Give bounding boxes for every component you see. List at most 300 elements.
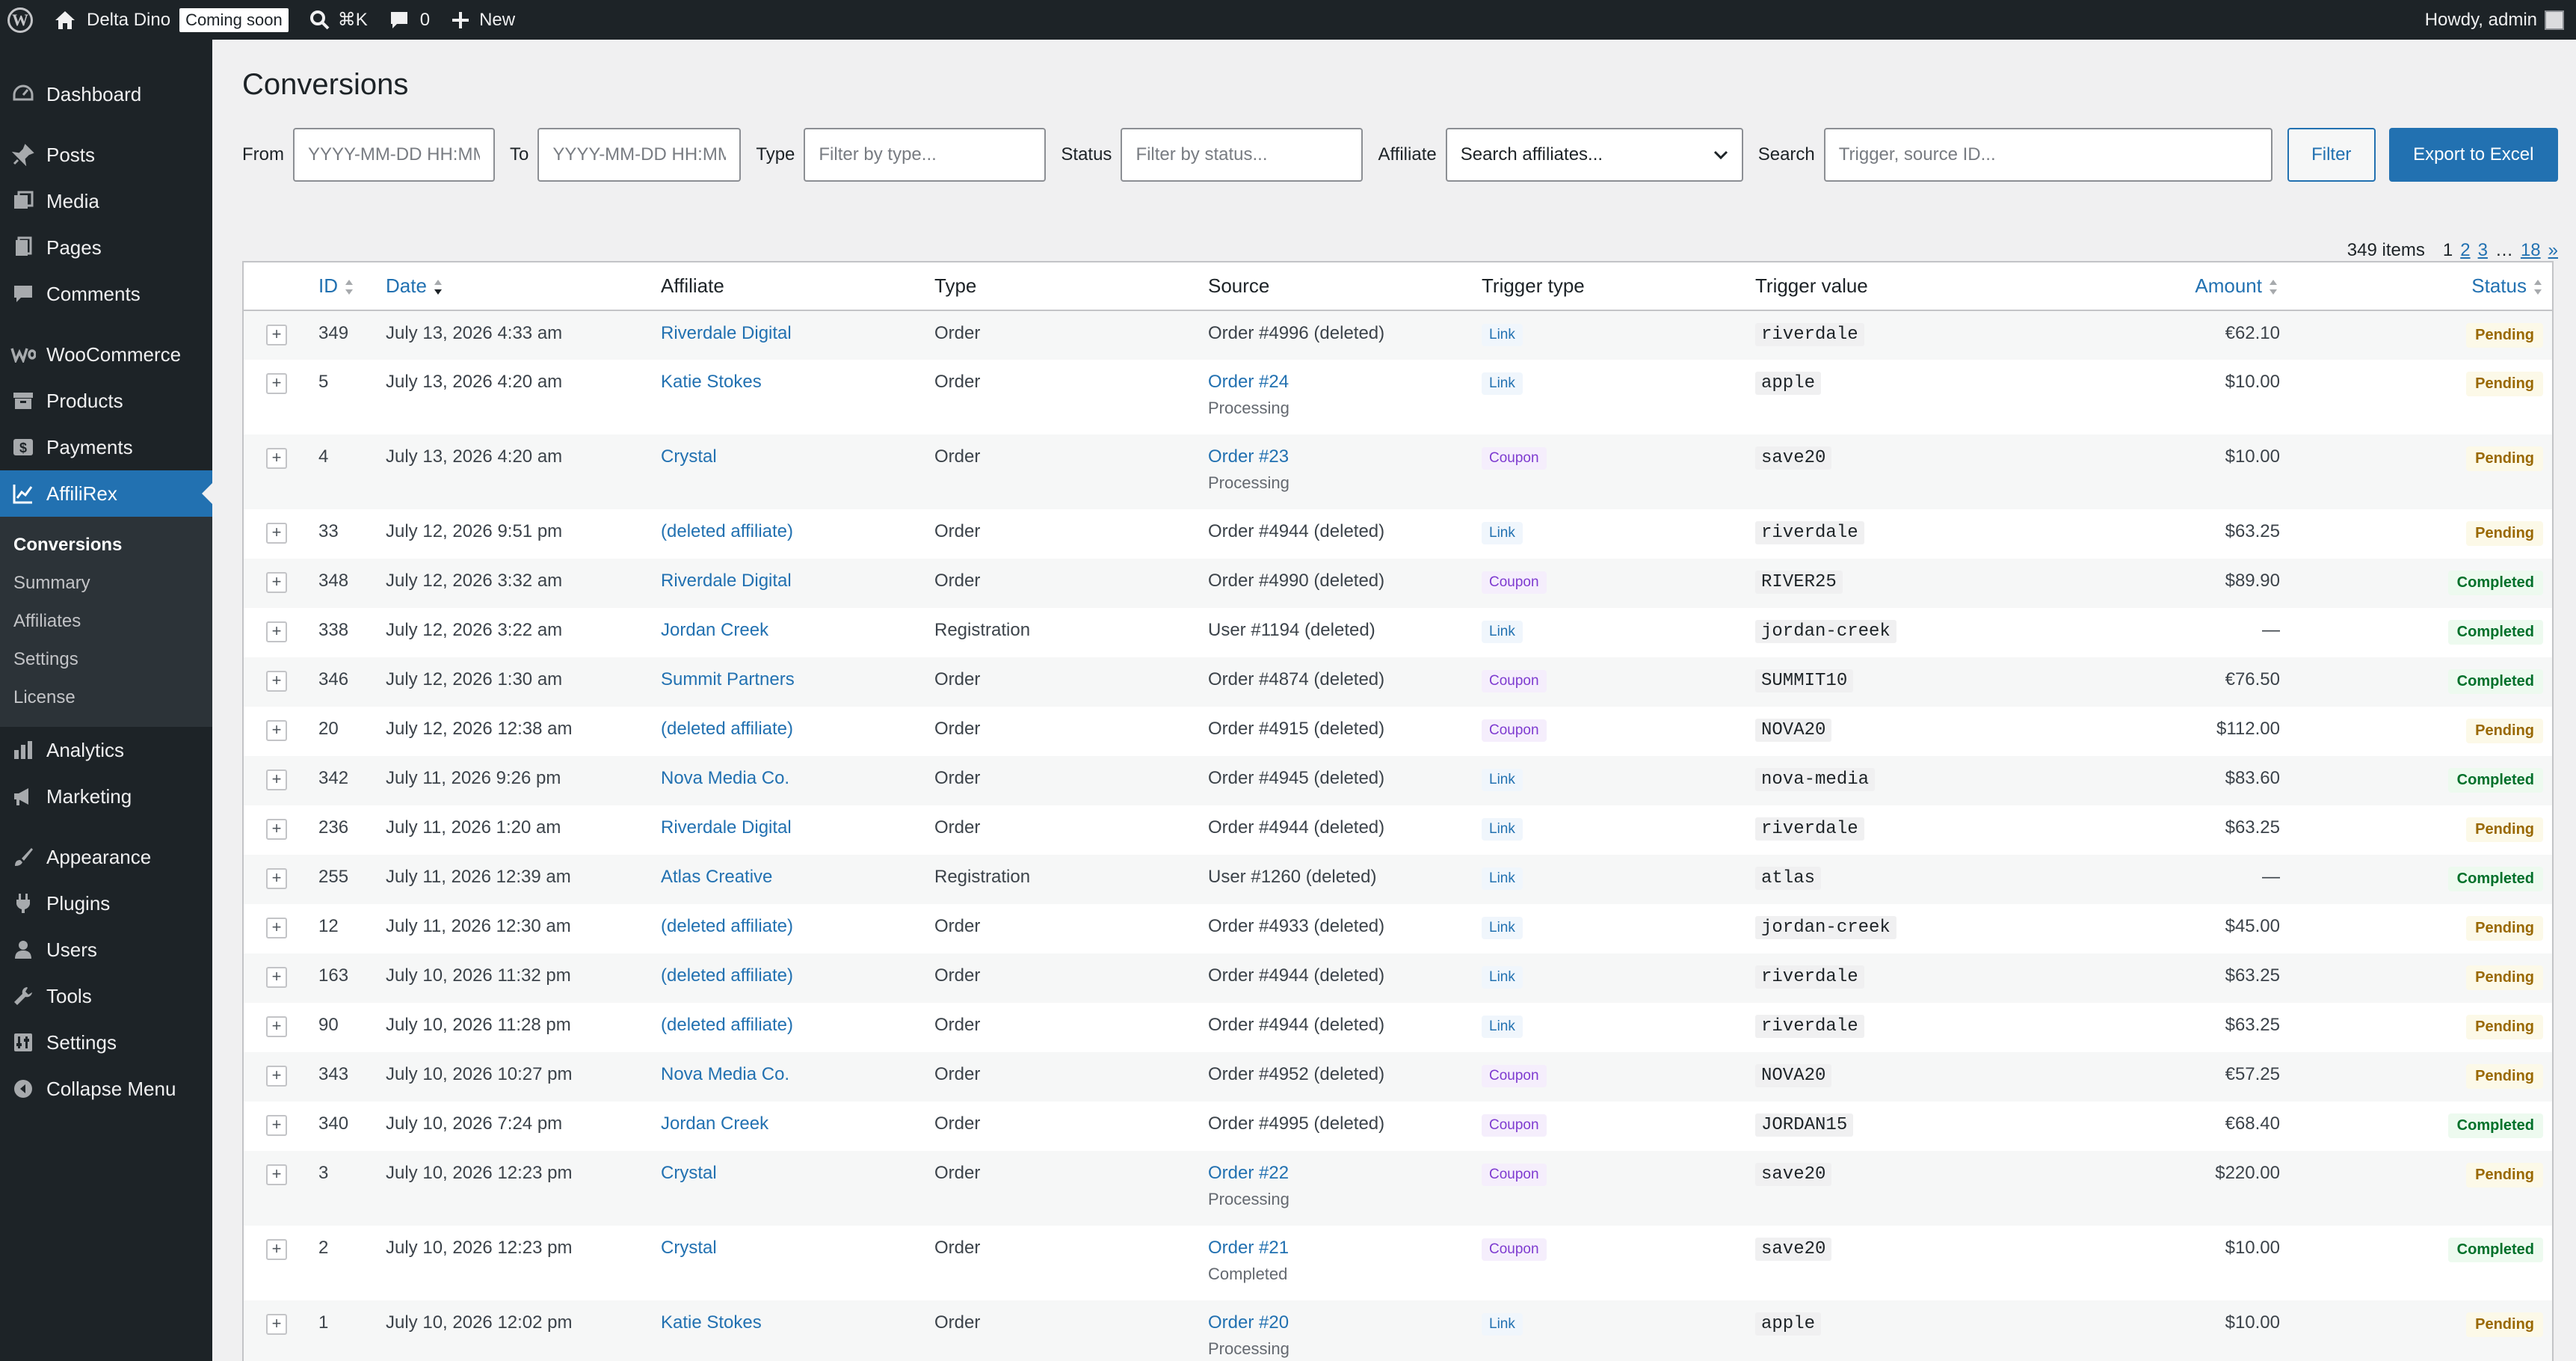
comments-menu[interactable]	[378, 0, 440, 40]
trigger-type-badge: Link	[1482, 522, 1523, 544]
table-body	[244, 310, 2552, 1361]
cell-amount: $220.00	[2215, 1163, 2280, 1183]
affiliate-link[interactable]: Crystal	[661, 1238, 717, 1258]
menu-label: AffiliRex	[46, 482, 117, 505]
cell-type: Registration	[934, 620, 1031, 640]
menu-affilirex[interactable]	[0, 470, 212, 517]
cell-type: Order	[934, 323, 981, 343]
cell-id: 4	[318, 446, 329, 467]
cell-source	[1201, 1300, 1474, 1361]
trigger-type-badge: Coupon	[1482, 1065, 1547, 1087]
menu-appearance[interactable]	[0, 834, 212, 880]
cell-type: Order	[934, 817, 981, 838]
expand-cell	[244, 559, 311, 608]
admin-bar	[0, 0, 2576, 40]
cell-trigger-type	[1474, 805, 1748, 855]
expand-row-button[interactable]: +	[266, 572, 287, 593]
trigger-type-badge: Link	[1482, 1016, 1523, 1038]
cell-trigger-value	[1748, 310, 2032, 360]
export-excel-button[interactable]: Export to Excel	[2389, 128, 2558, 182]
cell-source	[1201, 559, 1474, 608]
settings-icon	[10, 1030, 36, 1055]
expand-cell	[244, 360, 311, 434]
menu-pages[interactable]	[0, 224, 212, 271]
cell-trigger-value	[1748, 360, 2032, 434]
cell-amount: —	[2262, 620, 2280, 640]
affiliate-link[interactable]: Crystal	[661, 1163, 717, 1183]
media-icon	[10, 188, 36, 214]
col-trigger-type: Trigger type	[1474, 262, 1748, 310]
page-link-last[interactable]: 18	[2520, 240, 2541, 260]
command-palette-button[interactable]	[299, 0, 378, 40]
affiliate-link[interactable]: (deleted affiliate)	[661, 719, 793, 739]
status-label: Status	[1061, 144, 1112, 165]
affiliate-link[interactable]: Nova Media Co.	[661, 768, 790, 788]
cell-trigger-type	[1474, 509, 1748, 559]
expand-row-button[interactable]: +	[266, 621, 287, 642]
trigger-value-code: save20	[1755, 1238, 1831, 1261]
menu-label: Pages	[46, 236, 102, 259]
my-account-menu[interactable]	[2425, 10, 2576, 31]
trigger-value-code: nova-media	[1755, 768, 1875, 791]
expand-cell	[244, 707, 311, 756]
cell-date: July 12, 2026 3:22 am	[386, 620, 563, 640]
cell-id: 1	[318, 1312, 329, 1333]
expand-cell	[244, 805, 311, 855]
expand-row-button[interactable]: +	[266, 819, 287, 840]
expand-cell	[244, 855, 311, 904]
menu-woocommerce[interactable]	[0, 331, 212, 378]
cell-source	[1201, 360, 1474, 434]
cell-date: July 10, 2026 7:24 pm	[386, 1113, 563, 1134]
status-badge: Pending	[2466, 719, 2543, 743]
cell-source	[1201, 1151, 1474, 1226]
expand-row-button[interactable]: +	[266, 1016, 287, 1037]
expand-cell	[244, 1151, 311, 1226]
expand-row-button[interactable]: +	[266, 720, 287, 741]
col-date[interactable]	[378, 262, 653, 310]
comment-icon	[389, 10, 410, 31]
table-row	[244, 1226, 2552, 1300]
cell-amount: $63.25	[2225, 1015, 2280, 1035]
menu-collapse[interactable]	[0, 1066, 212, 1112]
cell-trigger-type	[1474, 904, 1748, 953]
expand-row-button[interactable]: +	[266, 868, 287, 889]
cell-id: 2	[318, 1238, 329, 1258]
cell-date: July 11, 2026 12:30 am	[386, 916, 571, 936]
col-amount[interactable]	[2032, 262, 2301, 310]
cell-date: July 10, 2026 10:27 pm	[386, 1064, 573, 1084]
cell-source	[1201, 953, 1474, 1003]
menu-label: Posts	[46, 143, 96, 166]
cell-trigger-type	[1474, 1151, 1748, 1226]
type-filter-input[interactable]	[804, 128, 1046, 182]
source-text: Order #4944 (deleted)	[1208, 1015, 1385, 1035]
affiliate-link[interactable]: Jordan Creek	[661, 1113, 769, 1134]
expand-row-button[interactable]: +	[266, 967, 287, 988]
expand-cell	[244, 953, 311, 1003]
search-label: Search	[1757, 144, 1815, 165]
trigger-type-badge: Link	[1482, 372, 1523, 395]
status-badge: Pending	[2466, 1015, 2543, 1039]
plus-icon	[451, 10, 470, 30]
cell-trigger-type	[1474, 1102, 1748, 1151]
expand-row-button[interactable]: +	[266, 325, 287, 345]
cell-status	[2301, 1300, 2552, 1361]
cell-status	[2301, 608, 2552, 657]
cell-type: Order	[934, 521, 981, 541]
cell-trigger-type	[1474, 1300, 1748, 1361]
expand-cell	[244, 1300, 311, 1361]
table-row	[244, 310, 2552, 360]
pagination	[2347, 240, 2558, 261]
menu-plugins[interactable]	[0, 880, 212, 927]
source-status: Processing	[1208, 399, 1289, 417]
table-row	[244, 1102, 2552, 1151]
cell-type: Registration	[934, 867, 1031, 887]
affiliate-select[interactable]	[1446, 128, 1743, 182]
wrench-icon	[10, 983, 36, 1009]
cell-date: July 10, 2026 12:02 pm	[386, 1312, 573, 1333]
cell-amount: $83.60	[2225, 768, 2280, 788]
affiliate-link[interactable]: (deleted affiliate)	[661, 1015, 793, 1035]
cell-id: 236	[318, 817, 349, 838]
affiliate-link[interactable]: Riverdale Digital	[661, 571, 792, 591]
status-filter-input[interactable]	[1121, 128, 1363, 182]
cell-amount: $112.00	[2216, 719, 2280, 739]
affiliate-link[interactable]: Katie Stokes	[661, 372, 762, 392]
cell-id: 349	[318, 323, 349, 343]
col-amount-label: Amount	[2195, 274, 2262, 297]
submenu-conversions[interactable]: Conversions	[13, 534, 123, 555]
cell-trigger-type	[1474, 707, 1748, 756]
cell-source	[1201, 904, 1474, 953]
cell-date: July 13, 2026 4:20 am	[386, 446, 563, 467]
cell-type: Order	[934, 768, 981, 788]
cell-status	[2301, 1226, 2552, 1300]
expand-row-button[interactable]: +	[266, 1066, 287, 1087]
source-text: Order #4944 (deleted)	[1208, 817, 1385, 838]
submenu-affiliates[interactable]: Affiliates	[13, 610, 81, 631]
affilirex-submenu	[0, 517, 212, 727]
col-status[interactable]	[2301, 262, 2552, 310]
cell-id: 340	[318, 1113, 349, 1134]
source-text: Order #4915 (deleted)	[1208, 719, 1385, 739]
cell-amount: $10.00	[2225, 446, 2280, 467]
cell-trigger-type	[1474, 855, 1748, 904]
col-status-label: Status	[2471, 274, 2527, 297]
cell-id: 255	[318, 867, 349, 887]
trigger-type-badge: Link	[1482, 917, 1523, 939]
cell-trigger-type	[1474, 1003, 1748, 1052]
menu-marketing[interactable]	[0, 773, 212, 820]
cell-trigger-value	[1748, 756, 2032, 805]
new-content-menu[interactable]	[440, 0, 526, 40]
cell-type: Order	[934, 669, 981, 689]
page-current: 1	[2442, 240, 2453, 260]
from-date-input[interactable]	[293, 128, 495, 182]
submenu-summary[interactable]: Summary	[13, 572, 90, 593]
expand-cell	[244, 756, 311, 805]
pages-icon	[10, 235, 36, 260]
cell-id: 3	[318, 1163, 329, 1183]
cell-id: 343	[318, 1064, 349, 1084]
cell-source	[1201, 1102, 1474, 1151]
expand-row-button[interactable]: +	[266, 373, 287, 394]
site-name-menu[interactable]	[43, 0, 299, 40]
search-input[interactable]	[1824, 128, 2273, 182]
submenu-license[interactable]: License	[13, 686, 76, 707]
cell-status	[2301, 559, 2552, 608]
menu-label: WooCommerce	[46, 342, 182, 366]
source-status: Completed	[1208, 1265, 1288, 1283]
affiliate-link[interactable]: Atlas Creative	[661, 867, 773, 887]
cell-type: Order	[934, 372, 981, 392]
menu-label: Comments	[46, 282, 141, 305]
table-row	[244, 1052, 2552, 1102]
source-status: Processing	[1208, 1339, 1289, 1358]
megaphone-icon	[10, 784, 36, 809]
home-icon	[54, 10, 76, 31]
expand-cell	[244, 1226, 311, 1300]
col-id[interactable]	[311, 262, 378, 310]
menu-products[interactable]	[0, 378, 212, 424]
cell-amount: $10.00	[2225, 1238, 2280, 1258]
chevron-down-icon	[1713, 150, 1728, 160]
affiliate-link[interactable]: Crystal	[661, 446, 717, 467]
svg-text:$: $	[19, 440, 28, 455]
cell-source	[1201, 1226, 1474, 1300]
cell-id: 33	[318, 521, 339, 541]
source-text: User #1194 (deleted)	[1208, 620, 1375, 640]
affiliate-link[interactable]: (deleted affiliate)	[661, 965, 793, 986]
trigger-type-badge: Link	[1482, 1313, 1523, 1336]
source-text: Order #4874 (deleted)	[1208, 669, 1385, 689]
trigger-value-code: NOVA20	[1755, 719, 1831, 742]
table-row	[244, 904, 2552, 953]
status-badge: Pending	[2466, 1064, 2543, 1089]
site-name: Delta Dino	[87, 9, 171, 30]
cell-type: Order	[934, 1163, 981, 1183]
search-icon	[309, 10, 330, 31]
cell-status	[2301, 855, 2552, 904]
trigger-value-code: jordan-creek	[1755, 916, 1896, 939]
menu-dashboard[interactable]	[0, 71, 212, 117]
trigger-type-badge: Link	[1482, 818, 1523, 841]
page-ellipsis: …	[2495, 240, 2513, 260]
cell-source	[1201, 434, 1474, 509]
source-text: User #1260 (deleted)	[1208, 867, 1377, 887]
source-text: Order #4944 (deleted)	[1208, 521, 1385, 541]
cell-trigger-type	[1474, 559, 1748, 608]
menu-label: Appearance	[46, 845, 152, 868]
cell-id: 346	[318, 669, 349, 689]
menu-label: Plugins	[46, 891, 111, 915]
cell-source	[1201, 855, 1474, 904]
table-row	[244, 1300, 2552, 1361]
col-trigger-value: Trigger value	[1748, 262, 2032, 310]
cell-date: July 13, 2026 4:33 am	[386, 323, 563, 343]
affiliate-select-value: Search affiliates...	[1460, 144, 1603, 165]
cell-trigger-value	[1748, 1003, 2032, 1052]
status-badge: Pending	[2466, 521, 2543, 546]
trigger-value-code: JORDAN15	[1755, 1113, 1853, 1137]
status-badge: Completed	[2448, 768, 2543, 793]
type-label: Type	[756, 144, 795, 165]
trigger-value-code: riverdale	[1755, 965, 1864, 989]
sort-icon	[344, 278, 354, 296]
cell-status	[2301, 657, 2552, 707]
menu-comments[interactable]	[0, 271, 212, 317]
cell-source	[1201, 805, 1474, 855]
expand-row-button[interactable]: +	[266, 769, 287, 790]
collapse-icon	[10, 1076, 36, 1102]
cell-id: 163	[318, 965, 349, 986]
sort-icon	[2533, 278, 2543, 296]
menu-posts[interactable]	[0, 132, 212, 178]
page-title: Conversions	[242, 68, 409, 101]
comment-icon	[10, 281, 36, 307]
cell-source	[1201, 657, 1474, 707]
wordpress-icon: W	[7, 7, 33, 33]
expand-row-button[interactable]: +	[266, 523, 287, 544]
expand-cell	[244, 1102, 311, 1151]
source-link[interactable]: Order #20	[1208, 1312, 1289, 1333]
cell-amount: $89.90	[2225, 571, 2280, 591]
cell-trigger-value	[1748, 434, 2032, 509]
cell-trigger-type	[1474, 657, 1748, 707]
expand-cell	[244, 509, 311, 559]
wordpress-logo-menu[interactable]	[0, 0, 43, 40]
expand-row-button[interactable]: +	[266, 1314, 287, 1335]
cell-trigger-type	[1474, 434, 1748, 509]
page-link-2[interactable]: 2	[2460, 240, 2471, 260]
menu-tools[interactable]	[0, 973, 212, 1019]
cell-trigger-value	[1748, 657, 2032, 707]
menu-settings[interactable]	[0, 1019, 212, 1066]
menu-label: Users	[46, 938, 97, 961]
source-text: Order #4933 (deleted)	[1208, 916, 1385, 936]
affiliate-link[interactable]: Summit Partners	[661, 669, 795, 689]
menu-media[interactable]	[0, 178, 212, 224]
affiliate-link[interactable]: Nova Media Co.	[661, 1064, 790, 1084]
source-link[interactable]: Order #21	[1208, 1238, 1289, 1258]
trigger-type-badge: Coupon	[1482, 1238, 1547, 1261]
trigger-type-badge: Link	[1482, 966, 1523, 989]
cell-amount: $10.00	[2225, 372, 2280, 392]
expand-cell	[244, 904, 311, 953]
expand-row-button[interactable]: +	[266, 1164, 287, 1185]
cell-trigger-value	[1748, 1226, 2032, 1300]
cell-source	[1201, 1003, 1474, 1052]
trigger-value-code: riverdale	[1755, 1015, 1864, 1038]
expand-row-button[interactable]: +	[266, 448, 287, 469]
menu-users[interactable]	[0, 927, 212, 973]
expand-row-button[interactable]: +	[266, 1239, 287, 1260]
status-badge: Completed	[2448, 620, 2543, 645]
cell-trigger-value	[1748, 805, 2032, 855]
col-expand	[244, 262, 311, 310]
table-row	[244, 360, 2552, 434]
expand-cell	[244, 657, 311, 707]
page-link-3[interactable]: 3	[2477, 240, 2488, 260]
col-source: Source	[1201, 262, 1474, 310]
filter-button[interactable]: Filter	[2287, 128, 2376, 182]
cell-trigger-value	[1748, 1102, 2032, 1151]
cell-id: 20	[318, 719, 339, 739]
affiliate-link[interactable]: Riverdale Digital	[661, 817, 792, 838]
status-badge: Pending	[2466, 965, 2543, 990]
expand-cell	[244, 1052, 311, 1102]
admin-sidebar	[0, 40, 212, 1361]
trigger-type-badge: Link	[1482, 867, 1523, 890]
cell-id: 5	[318, 372, 329, 392]
expand-cell	[244, 310, 311, 360]
menu-payments[interactable]	[0, 424, 212, 470]
trigger-value-code: riverdale	[1755, 817, 1864, 841]
status-badge: Pending	[2466, 1163, 2543, 1188]
cell-amount: €57.25	[2225, 1064, 2280, 1084]
affiliate-link[interactable]: (deleted affiliate)	[661, 521, 793, 541]
status-badge: Completed	[2448, 1238, 2543, 1262]
coming-soon-badge[interactable]: Coming soon	[179, 8, 289, 32]
affiliate-link[interactable]: Riverdale Digital	[661, 323, 792, 343]
cell-type: Order	[934, 916, 981, 936]
table-header-row	[244, 262, 2552, 310]
page-link-next[interactable]: »	[2548, 240, 2558, 260]
expand-row-button[interactable]: +	[266, 671, 287, 692]
expand-row-button[interactable]: +	[266, 918, 287, 938]
cell-amount: —	[2262, 867, 2280, 887]
plug-icon	[10, 891, 36, 916]
cell-id: 12	[318, 916, 339, 936]
submenu-settings[interactable]: Settings	[13, 648, 78, 669]
cell-status	[2301, 1052, 2552, 1102]
menu-analytics[interactable]	[0, 727, 212, 773]
cell-amount: $45.00	[2225, 916, 2280, 936]
from-label: From	[242, 144, 284, 165]
cell-id: 338	[318, 620, 349, 640]
trigger-value-code: riverdale	[1755, 323, 1864, 346]
col-id-label: ID	[318, 274, 338, 297]
affiliate-link[interactable]: Katie Stokes	[661, 1312, 762, 1333]
cell-date: July 10, 2026 11:28 pm	[386, 1015, 571, 1035]
cell-date: July 13, 2026 4:20 am	[386, 372, 563, 392]
cell-trigger-value	[1748, 559, 2032, 608]
trigger-value-code: atlas	[1755, 867, 1821, 890]
affiliate-link[interactable]: Jordan Creek	[661, 620, 769, 640]
expand-row-button[interactable]: +	[266, 1115, 287, 1136]
table-row	[244, 657, 2552, 707]
trigger-type-badge: Coupon	[1482, 571, 1547, 594]
source-link[interactable]: Order #24	[1208, 372, 1289, 392]
affiliate-link[interactable]: (deleted affiliate)	[661, 916, 793, 936]
source-link[interactable]: Order #22	[1208, 1163, 1289, 1183]
source-status: Processing	[1208, 473, 1289, 492]
source-text: Order #4996 (deleted)	[1208, 323, 1385, 343]
to-date-input[interactable]	[537, 128, 741, 182]
cell-trigger-value	[1748, 1151, 2032, 1226]
cell-type: Order	[934, 1064, 981, 1084]
cell-source	[1201, 707, 1474, 756]
bar-chart-icon	[10, 737, 36, 763]
trigger-type-badge: Link	[1482, 324, 1523, 346]
source-link[interactable]: Order #23	[1208, 446, 1289, 467]
cell-date: July 11, 2026 12:39 am	[386, 867, 571, 887]
cell-trigger-value	[1748, 1300, 2032, 1361]
main-content	[212, 40, 2576, 1361]
cell-status	[2301, 434, 2552, 509]
